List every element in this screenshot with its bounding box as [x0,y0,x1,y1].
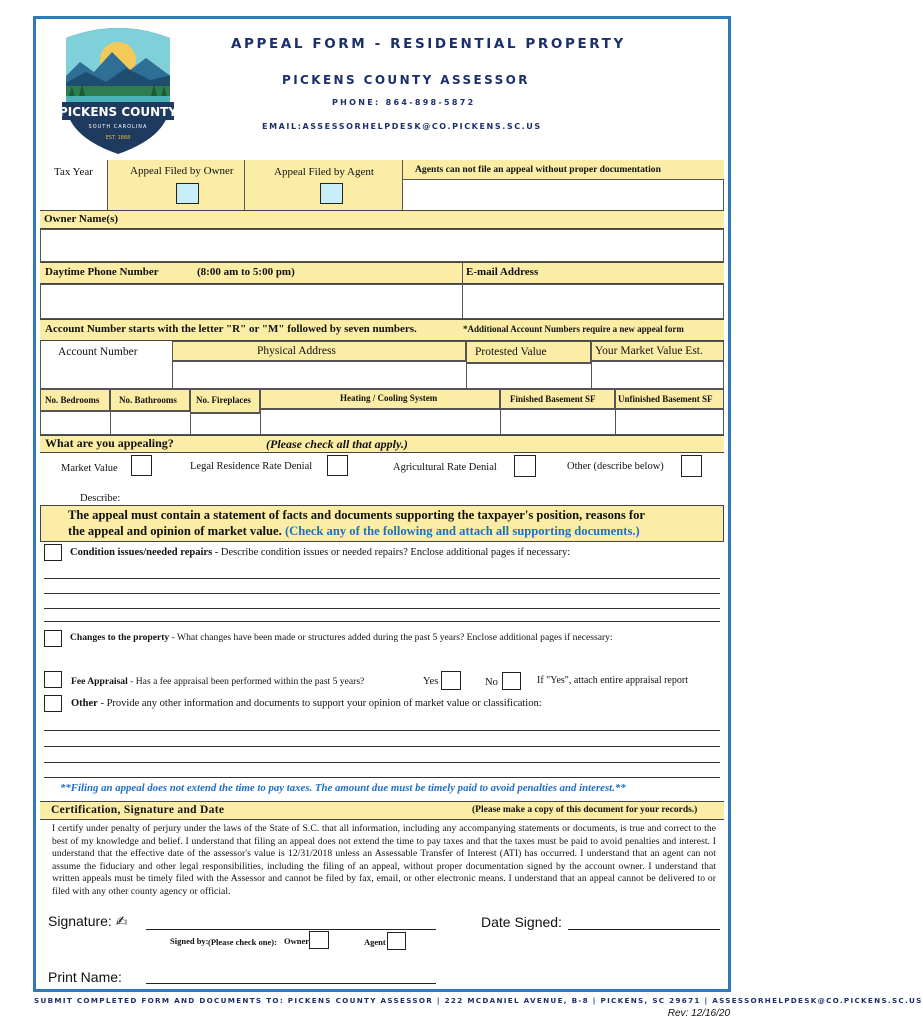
pickens-county-logo [60,24,176,156]
condition-checkbox[interactable] [44,544,62,561]
print-name-line[interactable] [146,983,436,984]
filed-by-agent-label: Appeal Filed by Agent [274,166,374,178]
finished-basement-label: Finished Basement SF [510,394,596,404]
market-value-est-label: Your Market Value Est. [595,345,703,357]
signed-by-label: Signed by: [170,936,209,946]
other-line-2[interactable] [44,746,720,747]
certification-text: I certify under penalty of perjury under the laws of the State of S.C. that all information, including any accompanying statements or documents, is true and correct to the best of my knowledge and belief. I understand that filing an appeal does not extend the time to pay taxes and that the taxes must be paid to avoid penalties and interest. I understand that the effective date of the assessor's value is 12/31/2018 unless an Assessable Transfer of Interest (ATI) has occurred. I understand that an agent can not assume the fiduciary and other legal responsibilities, including the filing of an appeal, without proper documentation signed by the account owner. I understand that written appeals must be timely filed with the Assessor and cannot be filed by fax, email, or other electronic means. I understand that an appeal cannot be delivered to or filed with any other county agency or official. [52,823,716,897]
office-phone: PHONE: 864-898-5872 [332,98,476,107]
option-agricultural-checkbox[interactable] [514,455,536,477]
owner-name-label: Owner Name(s) [44,213,119,225]
logo-est: EST. 1868 [105,135,131,141]
daytime-phone-label: Daytime Phone Number [45,266,159,278]
email-address-input[interactable] [462,284,724,319]
signature-line[interactable] [146,929,436,930]
date-signed-line[interactable] [568,929,720,930]
owner-name-input[interactable] [40,229,724,262]
filed-by-owner-label: Appeal Filed by Owner [130,165,234,177]
heating-cooling-label: Heating / Cooling System [340,393,438,403]
changes-checkbox[interactable] [44,630,62,647]
other-label: Other - Provide any other information and documents to support your opinion of market value or classification: [71,698,542,709]
agent-note-input[interactable] [404,181,724,212]
certification-title: Certification, Signature and Date [51,804,225,816]
fee-yes-checkbox[interactable] [441,671,461,690]
condition-line-2[interactable] [44,593,720,594]
condition-label: Condition issues/needed repairs - Describe condition issues or needed repairs? Enclose additional pages if necessary: [70,547,571,558]
fee-appraisal-label: Fee Appraisal - Has a fee appraisal been performed within the past 5 years? [71,676,365,687]
revision-date: Rev: 12/16/20 [667,1008,730,1019]
finished-basement-input[interactable] [500,409,616,435]
signed-agent-label: Agent [364,937,386,947]
protested-value-label: Protested Value [475,346,547,358]
fee-no-label: No [485,677,498,688]
logo-county-name: PICKENS COUNTY [58,105,178,119]
physical-address-label: Physical Address [257,345,336,357]
other-line-3[interactable] [44,762,720,763]
office-email: EMAIL:ASSESSORHELPDESK@CO.PICKENS.SC.US [262,122,542,131]
protested-value-input[interactable] [466,363,592,389]
tax-warning: **Filing an appeal does not extend the time to pay taxes. The amount due must be timely paid to avoid penalties and interest.** [60,782,626,794]
fee-appraisal-checkbox[interactable] [44,671,62,688]
account-number-input[interactable] [40,361,173,389]
bedrooms-input[interactable] [40,411,111,435]
physical-address-input[interactable] [172,361,467,389]
unfinished-basement-input[interactable] [615,409,724,435]
condition-line-1[interactable] [44,578,720,579]
condition-line-4[interactable] [44,621,720,622]
account-number-note: Account Number starts with the letter "R" or "M" followed by seven numbers. [45,323,417,335]
print-name-label: Print Name: [48,969,122,985]
fireplaces-label: No. Fireplaces [196,395,251,405]
changes-label: Changes to the property - What changes have been made or structures added during the past 5 years? Enclose additional pages if necessary: [70,632,613,643]
tax-year-input[interactable] [40,180,109,212]
tax-year-label: Tax Year [54,166,93,178]
office-name: PICKENS COUNTY ASSESSOR [282,73,530,87]
option-other-checkbox[interactable] [681,455,702,477]
market-value-est-input[interactable] [591,361,724,389]
statement-line2-blue: (Check any of the following and attach all supporting documents.) [284,524,640,538]
heating-cooling-input[interactable] [260,409,501,435]
email-address-label: E-mail Address [466,266,539,278]
daytime-phone-input[interactable] [40,284,463,319]
filed-by-agent-checkbox[interactable] [320,183,343,204]
additional-accounts-note: *Additional Account Numbers require a new appeal form [463,324,684,334]
signature-label: Signature: ✍ [48,913,128,930]
date-signed-label: Date Signed: [481,914,562,930]
fee-yes-note: If "Yes", attach entire appraisal report [537,675,688,686]
option-market-value-checkbox[interactable] [131,455,152,476]
bathrooms-input[interactable] [110,411,191,435]
fireplaces-input[interactable] [190,413,261,435]
signed-owner-label: Owner [284,936,310,946]
fee-yes-label: Yes [423,676,439,687]
copy-note: (Please make a copy of this document for your records.) [472,805,698,815]
bedrooms-label: No. Bedrooms [45,395,100,405]
describe-label: Describe: [80,493,121,504]
signed-agent-checkbox[interactable] [387,932,406,950]
other-line-4[interactable] [44,777,720,778]
filed-by-owner-checkbox[interactable] [176,183,199,204]
logo-state-name: SOUTH CAROLINA [88,124,148,130]
phone-hours: (8:00 am to 5:00 pm) [197,266,295,278]
unfinished-basement-label: Unfinished Basement SF [618,394,713,404]
check-one-label: (Please check one): [208,937,277,947]
account-number-label: Account Number [58,346,138,358]
submission-footer: SUBMIT COMPLETED FORM AND DOCUMENTS TO: PICKENS COUNTY ASSESSOR | 222 MCDANIEL AVENUE, B-8 | PICKENS, SC 29671 | ASSESSORHELPDESK@CO.PICKENS.SC.US [34,996,923,1005]
form-title: APPEAL FORM - RESIDENTIAL PROPERTY [231,36,626,52]
agent-documentation-note: Agents can not file an appeal without proper documentation [415,164,661,175]
appealing-question: What are you appealing? [45,436,174,450]
bathrooms-label: No. Bathrooms [119,395,177,405]
option-legal-residence-checkbox[interactable] [327,455,348,476]
fee-no-checkbox[interactable] [502,672,521,690]
option-other-label: Other (describe below) [567,461,664,472]
option-market-value-label: Market Value [61,463,118,474]
condition-line-3[interactable] [44,608,720,609]
owner-name-header [40,210,724,229]
option-agricultural-label: Agricultural Rate Denial [393,462,497,473]
statement-line2: the appeal and opinion of market value. (Check any of the following and attach all supporting documents.) [68,524,640,538]
pen-icon: ✍ [115,914,128,930]
other-line-1[interactable] [44,730,720,731]
appealing-instruction: (Please check all that apply.) [266,437,408,451]
other-checkbox[interactable] [44,695,62,712]
signed-owner-checkbox[interactable] [309,931,329,949]
option-legal-residence-label: Legal Residence Rate Denial [190,461,313,472]
statement-line1: The appeal must contain a statement of facts and documents supporting the taxpayer's position, reasons for [68,508,646,522]
